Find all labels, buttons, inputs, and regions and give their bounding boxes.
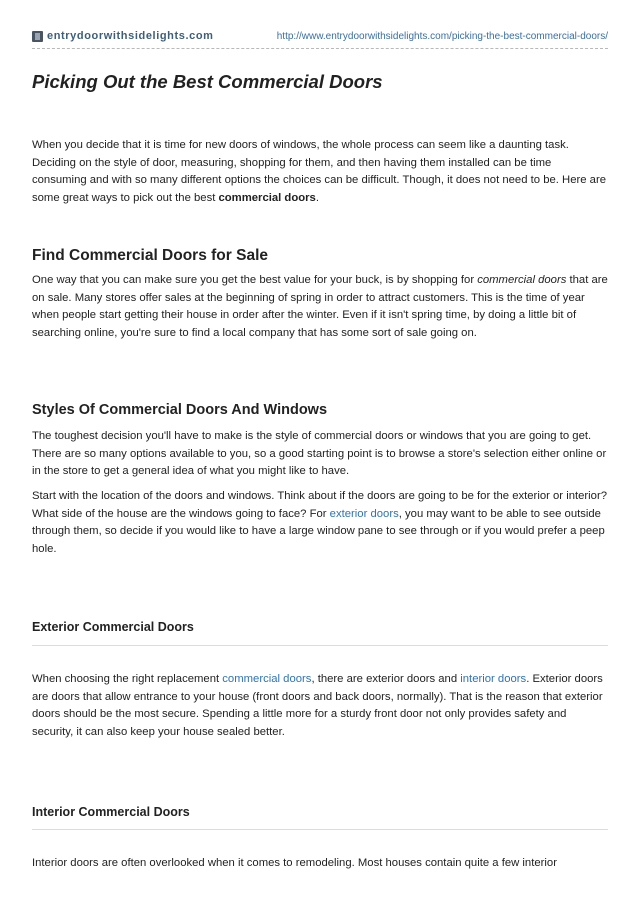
intro-text-end: . [315,191,319,204]
sale-italic-keyword: commercial doors [477,274,567,286]
heading-exterior-commercial-doors: Exterior Commercial Doors [32,620,194,634]
intro-text: When you decide that it is time for new doors of windows, the whole process can seem like a daunting task. Deciding on the style of door, measuring, shopping for them, and then having them installed can be time consuming and with so many different options the choices can be difficult. Though, it does not need to be. Here are some great ways to pick out the best [32,139,606,204]
interior-paragraph: Interior doors are often overlooked when it comes to remodeling. Most houses contain quite a few interior [32,857,557,869]
page-header [32,29,608,45]
sale-text: One way that you can make sure you get the best value for your buck, is by shopping for [32,274,478,286]
intro-paragraph [32,137,608,207]
article-title: Picking Out the Best Commercial Doors [32,71,383,92]
interior-doors-link[interactable]: interior doors [460,673,527,685]
styles-text: Start with the location of the doors and windows. Think about if the doors are going to be for the exterior or interior? What side of the house are the windows going to face? For [32,490,608,520]
commercial-doors-link[interactable]: commercial doors [222,673,312,685]
section-divider [32,829,608,830]
site-name[interactable]: entrydoorwithsidelights.com [47,30,214,42]
exterior-doors-link[interactable]: exterior doors [329,507,399,520]
section-divider [32,645,608,646]
styles-text-end: , you may want to be able to see outside through them, so decide if you would like to have a large window pane to see through or if you would prefer a peep hole. [32,507,605,555]
header-divider [32,48,608,49]
styles-paragraph-2 [32,488,608,558]
intro-bold-keyword: commercial doors [218,191,316,204]
exterior-paragraph [32,671,608,741]
exterior-text: When choosing the right replacement [32,673,223,685]
heading-interior-commercial-doors: Interior Commercial Doors [32,805,190,819]
sale-text-end: that are on sale. Many stores offer sales at the beginning of spring in order to attract customers. This is the time of year when people start getting their house in order after the winter. Even if it isn't spring time, by doing a little bit of searching online, you're sure to find a local company that has some sort of sale going on. [32,274,608,339]
exterior-text-end: . Exterior doors are doors that allow entrance to your house (front doors and back doors, normally). That is the reason that exterior doors should be the most secure. Spending a little more for a sturdy front door not only provides safety and security, it can also keep your house sealed better. [32,673,603,738]
exterior-text-middle: , there are exterior doors and [311,673,461,685]
page-url-link[interactable]: http://www.entrydoorwithsidelights.com/picking-the-best-commercial-doors/ [276,31,608,42]
sale-paragraph [32,272,608,342]
heading-styles: Styles Of Commercial Doors And Windows [32,402,328,418]
heading-find-commercial-doors: Find Commercial Doors for Sale [32,247,268,264]
styles-paragraph-1: The toughest decision you'll have to make is the style of commercial doors or windows that you are going to get. There are so many options available to you, so a good starting point is to browse a store's selection either online or in the store to get a general idea of what you might like to have. [32,430,607,477]
site-logo-icon [32,31,43,42]
